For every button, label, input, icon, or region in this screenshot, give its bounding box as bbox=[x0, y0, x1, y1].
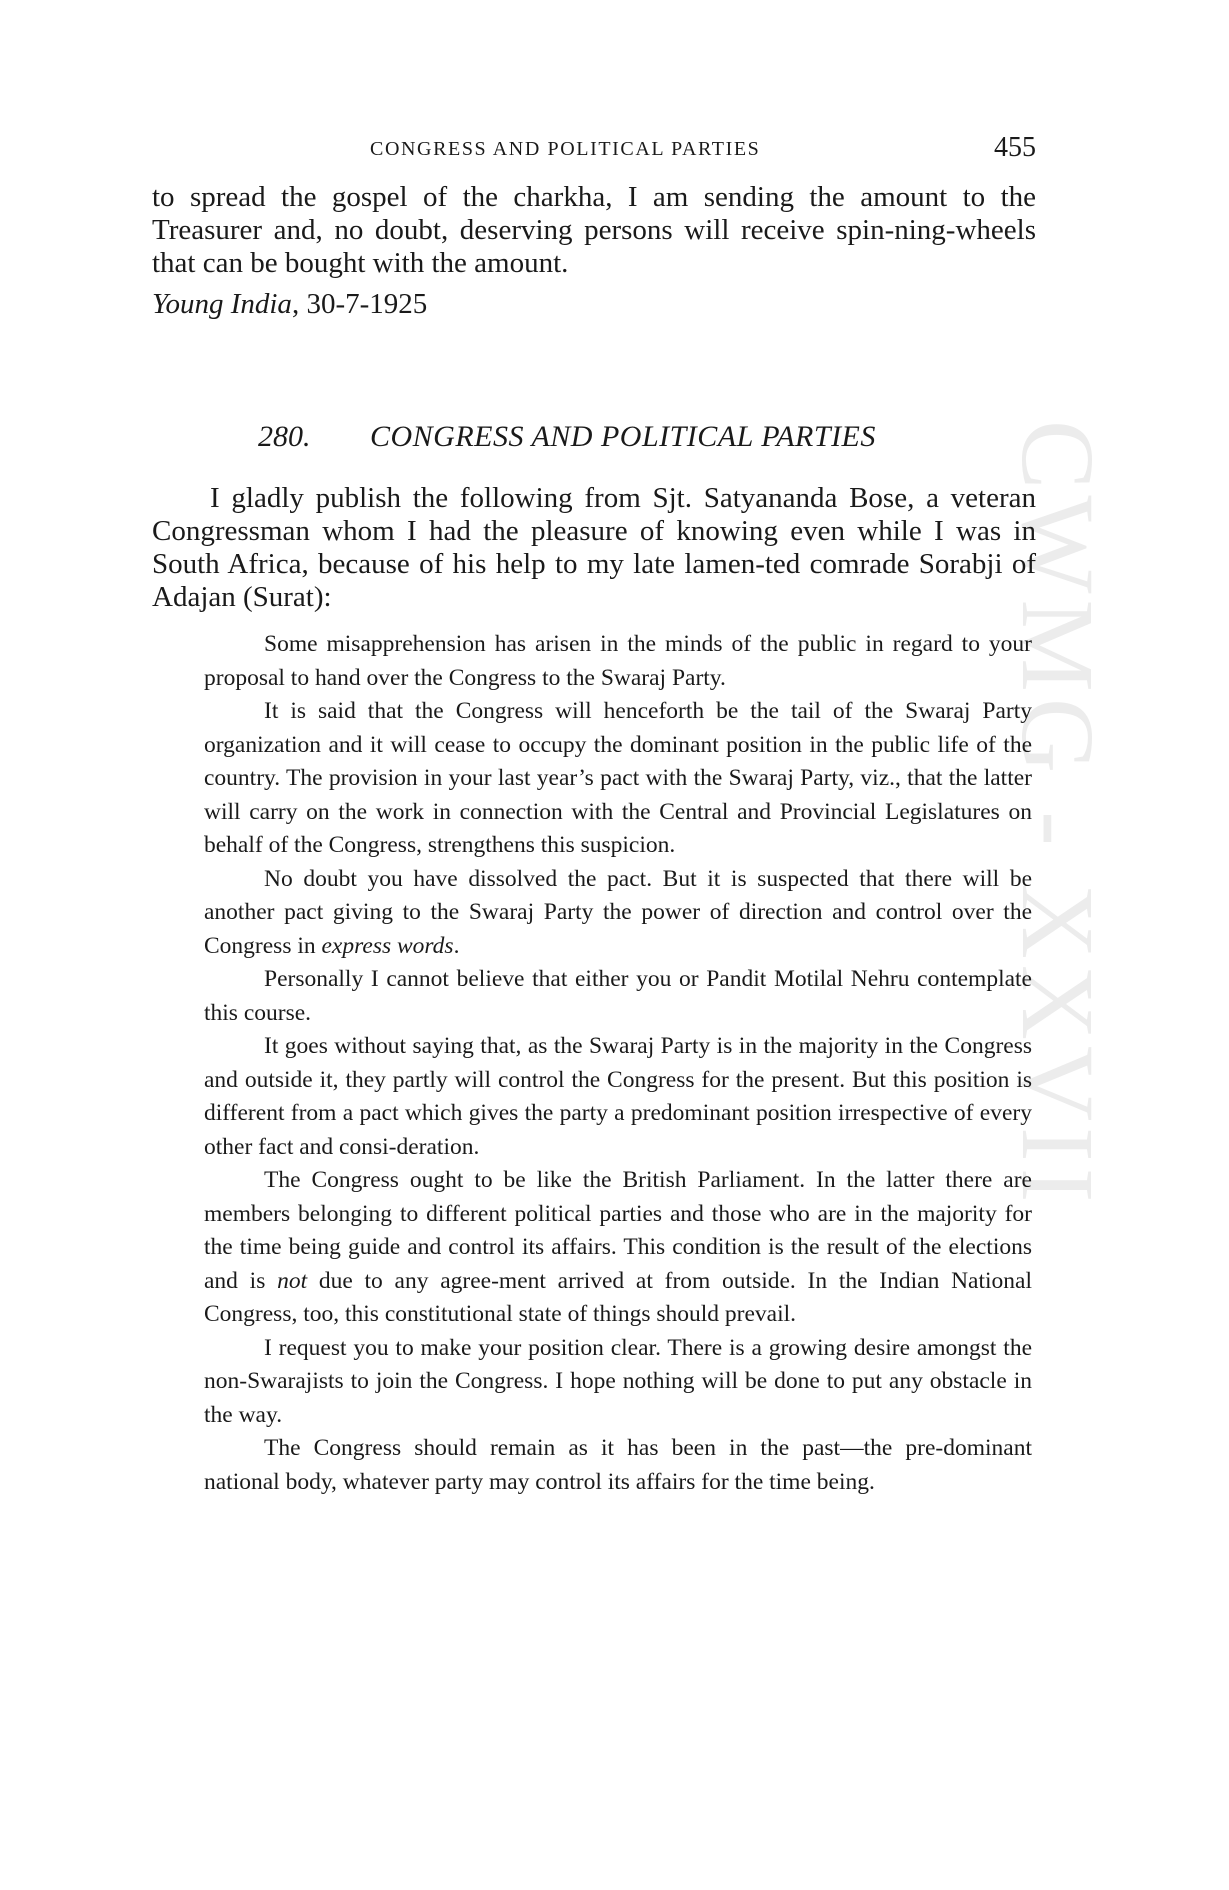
emphasis-text: not bbox=[277, 1267, 308, 1294]
running-header bbox=[152, 132, 1036, 168]
carryover-paragraph: to spread the gospel of the charkha, I am sending the amount to the Treasurer and, no doubt, deserving persons will receive spin-ning-wheels that can be bought with the amount. bbox=[152, 181, 1036, 279]
intro-paragraph: I gladly publish the following from Sjt. Satyananda Bose, a veteran Congressman whom I had the pleasure of knowing even while I was in South Africa, because of his help to my late lamen-ted comrade Sorabji of Adajan (Surat): bbox=[152, 482, 1036, 613]
source-date: , 30-7-1925 bbox=[291, 288, 428, 320]
letter-paragraph: The Congress should remain as it has been in the past—the pre-dominant national body, whatever party may control its affairs for the time being. bbox=[204, 1435, 1032, 1495]
running-title: CONGRESS AND POLITICAL PARTIES bbox=[370, 138, 761, 160]
source-citation bbox=[152, 288, 1036, 321]
source-publication: Young India bbox=[152, 288, 292, 320]
letter-quote bbox=[204, 628, 1032, 1499]
letter-paragraph: It goes without saying that, as the Swaraj Party is in the majority in the Congress and outside it, they partly will control the Congress for the present. But this position is different from a pact which gives the party a predominant position irrespective of every other fact and consi-deration. bbox=[204, 1033, 1032, 1160]
text-run: No doubt you have dissolved the pact. But it is suspected that there will be another pact giving to the Swaraj Party the power of direction and control over the Congress in bbox=[204, 865, 1032, 959]
letter-paragraph: I request you to make your position clear. There is a growing desire amongst the non-Swarajists to join the Congress. I hope nothing will be done to put any obstacle in the way. bbox=[204, 1334, 1032, 1428]
article-title: CONGRESS AND POLITICAL PARTIES bbox=[370, 420, 876, 453]
carryover-section bbox=[152, 181, 1036, 321]
text-run: The Congress ought to be like the British Parliament. In the latter there are members belonging to different political parties and those who are in the majority for the time being guide and control its affairs. This condition is the result of the elections and is bbox=[204, 1167, 1032, 1294]
page-number: 455 bbox=[994, 132, 1036, 163]
letter-paragraph: It is said that the Congress will henceforth be the tail of the Swaraj Party organization and it will cease to occupy the dominant position in the public life of the country. The provision in your last year’s pact with the Swaraj Party, viz., that the latter will carry on the work in connection with the Central and Provincial Legislatures on behalf of the Congress, strengthens this suspicion. bbox=[204, 698, 1032, 858]
letter-paragraph bbox=[204, 863, 1032, 964]
emphasis-text: express words bbox=[321, 932, 454, 959]
article-number: 280. bbox=[258, 420, 311, 453]
intro-section bbox=[152, 482, 1036, 614]
text-run: . bbox=[453, 932, 460, 959]
letter-paragraph bbox=[204, 1164, 1032, 1332]
letter-paragraph: Personally I cannot believe that either you or Pandit Motilal Nehru contemplate this course. bbox=[204, 966, 1032, 1026]
text-run: due to any agree-ment arrived at from outside. In the Indian National Congress, too, this constitutional state of things should prevail. bbox=[204, 1267, 1032, 1327]
letter-paragraph: Some misapprehension has arisen in the minds of the public in regard to your proposal to hand over the Congress to the Swaraj Party. bbox=[204, 631, 1032, 691]
watermark: CWMG - XXVII bbox=[1000, 420, 1115, 1209]
